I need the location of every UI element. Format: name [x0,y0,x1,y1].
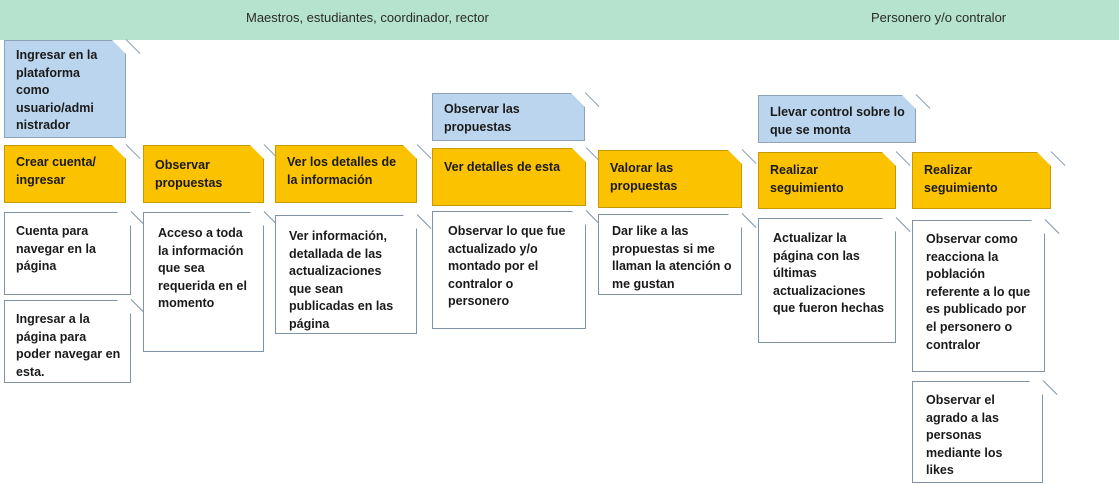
note-fold-corner [250,145,264,159]
step-card-follow-up-reaction: Realizar seguimiento [912,152,1051,209]
actor-header-band [0,0,1119,40]
note-fold-corner [1029,381,1043,395]
detail-card-update-page: Actualizar la página con las últimas actualizaciones que fueron hechas [758,218,896,343]
detail-card-observe-likes: Observar el agrado a las personas mediante los likes [912,381,1043,483]
step-card-follow-up-personero: Realizar seguimiento [758,152,896,209]
note-fold-corner [572,211,586,225]
note-fold-corner [902,95,916,109]
detail-card-observe-reaction: Observar como reacciona la población referente a lo que es publicado por el personero o contralor [912,220,1045,372]
top-card-observe-proposals: Observar las propuestas [432,93,585,141]
step-card-create-account: Crear cuenta/ ingresar [4,145,126,203]
note-fold-corner [112,40,126,54]
note-fold-corner [728,150,742,164]
step-card-view-details: Ver detalles de esta [432,148,586,206]
detail-card-enter-page: Ingresar a la página para poder navegar en esta. [4,300,131,383]
actor-label-personero: Personero y/o contralor [871,10,1007,25]
step-card-view-info-details: Ver los detalles de la información [275,145,417,203]
note-fold-corner [1031,220,1045,234]
detail-card-access-info: Acceso a toda la información que sea requerida en el momento [143,212,264,352]
top-card-login-platform: Ingresar en la plataforma como usuario/admi nistrador [4,40,126,138]
step-card-rate-proposals: Valorar las propuestas [598,150,742,208]
detail-card-like-proposals: Dar like a las propuestas si me llaman la atención o me gustan [598,214,742,295]
note-fold-corner [250,212,264,226]
note-fold-corner [117,212,131,226]
note-fold-corner [403,215,417,229]
detail-card-account: Cuenta para navegar en la página [4,212,131,295]
detail-card-observe-updated: Observar lo que fue actualizado y/o montado por el contralor o personero [432,211,586,329]
top-card-control-content: Llevar control sobre lo que se monta [758,95,916,143]
note-fold-corner [882,152,896,166]
step-card-observe-proposals: Observar propuestas [143,145,264,203]
note-fold-corner [1037,152,1051,166]
detail-card-view-updates: Ver información, detallada de las actualizaciones que sean publicadas en las página [275,215,417,334]
note-fold-corner [882,218,896,232]
note-fold-corner [112,145,126,159]
note-fold-corner [572,148,586,162]
note-fold-corner [571,93,585,107]
note-fold-corner [117,300,131,314]
note-fold-corner [728,214,742,228]
note-fold-corner [403,145,417,159]
actor-label-general-users: Maestros, estudiantes, coordinador, rector [246,10,489,25]
